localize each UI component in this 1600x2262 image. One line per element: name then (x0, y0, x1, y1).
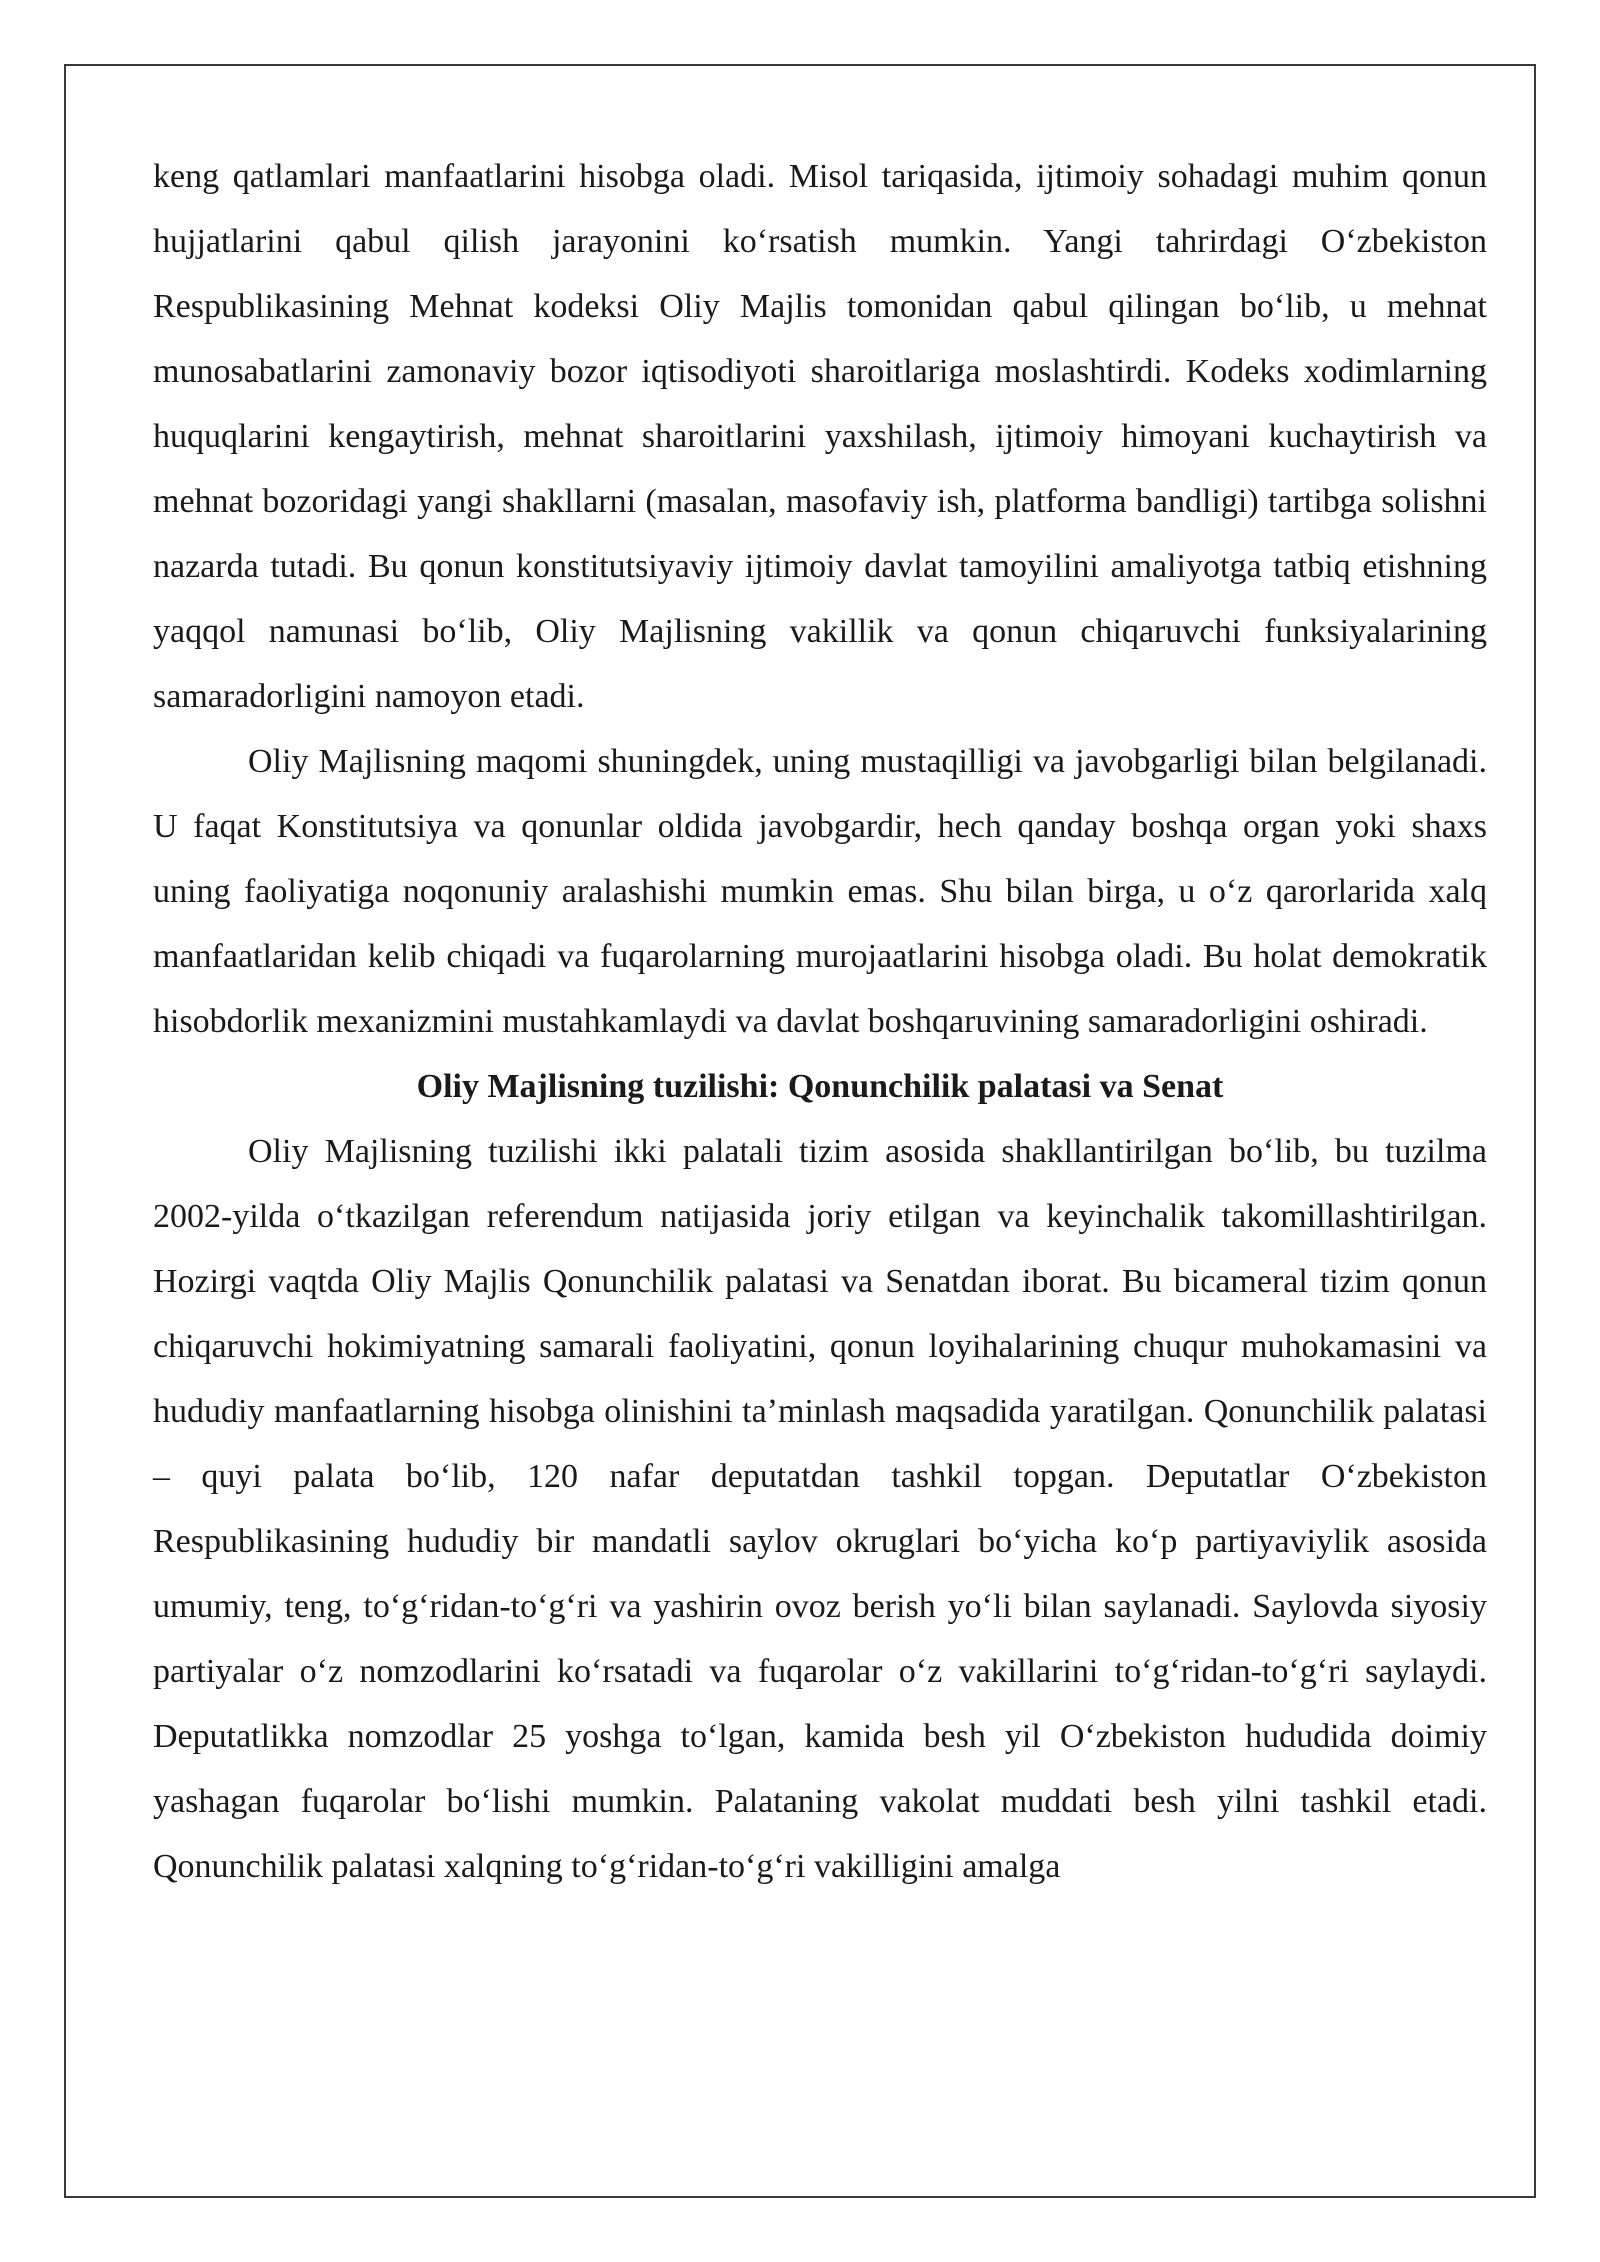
paragraph-oliy-majlis-status: Oliy Majlisning maqomi shuningdek, uning mustaqilligi va javobgarligi bilan belgilanadi. U faqat Konstitutsiya va qonunlar oldida javobgardir, hech qanday boshqa organ yoki shaxs uning faoliyatiga noqonuniy aralashishi mumkin emas. Shu bilan birga, u oʻz qarorlarida xalq manfaatlaridan kelib chiqadi va fuqarolarning murojaatlarini hisobga oladi. Bu holat demokratik hisobdorlik mexanizmini mustahkamlaydi va davlat boshqaruvining samaradorligini oshiradi. (153, 743, 1487, 1040)
document-body (153, 144, 1487, 1899)
paragraph-structure: Oliy Majlisning tuzilishi ikki palatali tizim asosida shakllantirilgan boʻlib, bu tuzilma 2002-yilda oʻtkazilgan referendum natijasida joriy etilgan va keyinchalik takomillashtirilgan. Hozirgi vaqtda Oliy Majlis Qonunchilik palatasi va Senatdan iborat. Bu bicameral tizim qonun chiqaruvchi hokimiyatning samarali faoliyatini, qonun loyihalarining chuqur muhokamasini va hududiy manfaatlarning hisobga olinishini taʼminlash maqsadida yaratilgan. Qonunchilik palatasi – quyi palata boʻlib, 120 nafar deputatdan tashkil topgan. Deputatlar Oʻzbekiston Respublikasining hududiy bir mandatli saylov okruglari boʻyicha koʻp partiyaviylik asosida umumiy, teng, toʻgʻridan-toʻgʻri va yashirin ovoz berish yoʻli bilan saylanadi. Saylovda siyosiy partiyalar oʻz nomzodlarini koʻrsatadi va fuqarolar oʻz vakillarini toʻgʻridan-toʻgʻri saylaydi. Deputatlikka nomzodlar 25 yoshga toʻlgan, kamida besh yil Oʻzbekiston hududida doimiy yashagan fuqarolar boʻlishi mumkin. Palataning vakolat muddati besh yilni tashkil etadi. Qonunchilik palatasi xalqning toʻgʻridan-toʻgʻri vakilligini amalga (153, 1133, 1487, 1885)
section-heading: Oliy Majlisning tuzilishi: Qonunchilik palatasi va Senat (416, 1068, 1224, 1105)
paragraph-labor-code: keng qatlamlari manfaatlarini hisobga oladi. Misol tariqasida, ijtimoiy sohadagi muhim qonun hujjatlarini qabul qilish jarayonini koʻrsatish mumkin. Yangi tahrirdagi Oʻzbekiston Respublikasining Mehnat kodeksi Oliy Majlis tomonidan qabul qilingan boʻlib, u mehnat munosabatlarini zamonaviy bozor iqtisodiyoti sharoitlariga moslashtirdi. Kodeks xodimlarning huquqlarini kengaytirish, mehnat sharoitlarini yaxshilash, ijtimoiy himoyani kuchaytirish va mehnat bozoridagi yangi shakllarni (masalan, masofaviy ish, platforma bandligi) tartibga solishni nazarda tutadi. Bu qonun konstitutsiyaviy ijtimoiy davlat tamoyilini amaliyotga tatbiq etishning yaqqol namunasi boʻlib, Oliy Majlisning vakillik va qonun chiqaruvchi funksiyalarining samaradorligini namoyon etadi. (153, 158, 1487, 715)
